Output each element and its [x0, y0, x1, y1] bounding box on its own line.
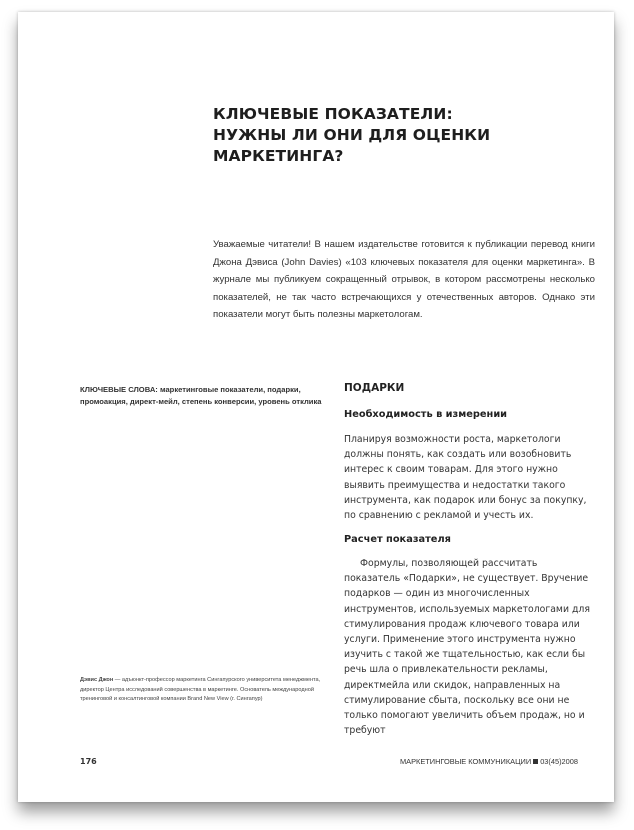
article-title	[213, 104, 593, 167]
author-name: Дэвис Джон	[80, 677, 114, 683]
author-bio: — адъюнкт-профессор маркетинга Сингапурского университета менеджмента, директор Центра исследований совершенства в маркетинге. Основатель международной тренинговой и консалтинговой компании Brand New View (г. Сингапур)	[80, 677, 321, 703]
subheading-calculation: Расчет показателя	[344, 534, 451, 545]
body-paragraph-2: Формулы, позволяющей рассчитать показатель «Подарки», не существует. Вручение подарков — один из многочисленных инструментов, используемых маркетологами для стимулирования продаж ключевого товара или услуги. Применение этого инструмента нужно изучить с такой же тщательностью, как если бы речь шла о привлекательности рекламы, директмейла или скидок, направленных на стимулирование сбыта, поскольку все они не только помогают увеличить объем продаж, но и требуют	[344, 558, 590, 737]
subheading-measurement: Необходимость в измерении	[344, 409, 508, 420]
document-page	[18, 12, 614, 802]
keywords: КЛЮЧЕВЫЕ СЛОВА: маркетинговые показатели, подарки, промоакция, директ-мейл, степень конверсии, уровень отклика	[80, 385, 322, 406]
journal-name: МАРКЕТИНГОВЫЕ КОММУНИКАЦИИ	[400, 757, 532, 766]
running-footer	[400, 757, 578, 766]
article-intro: Уважаемые читатели! В нашем издательстве готовится к публикации перевод книги Джона Дэвиса (John Davies) «103 ключевых показателя для оценки маркетинга». В журнале мы публикуем сокращенный отрывок, в котором рассмотрены несколько показателей, не так часто встречающихся у отечественных авторов. Однако эти показатели могут быть полезны маркетологам.	[213, 239, 595, 321]
body-paragraph-1: Планируя возможности роста, маркетологи должны понять, как создать или возобновить интерес к своим товарам. Для этого нужно выявить преимущества и недостатки такого инструмента, как подарок или бонус за покупку, по сравнению с рекламой и учесть их.	[344, 434, 587, 522]
article-title-line-2: НУЖНЫ ЛИ ОНИ ДЛЯ ОЦЕНКИ МАРКЕТИНГА?	[213, 126, 491, 165]
article-title-line-1: КЛЮЧЕВЫЕ ПОКАЗАТЕЛИ:	[213, 105, 453, 123]
page-number: 176	[80, 757, 97, 766]
issue-number: 03(45)2008	[540, 757, 578, 766]
square-bullet-icon	[533, 759, 538, 764]
section-title: ПОДАРКИ	[344, 382, 405, 394]
author-note	[80, 676, 330, 705]
